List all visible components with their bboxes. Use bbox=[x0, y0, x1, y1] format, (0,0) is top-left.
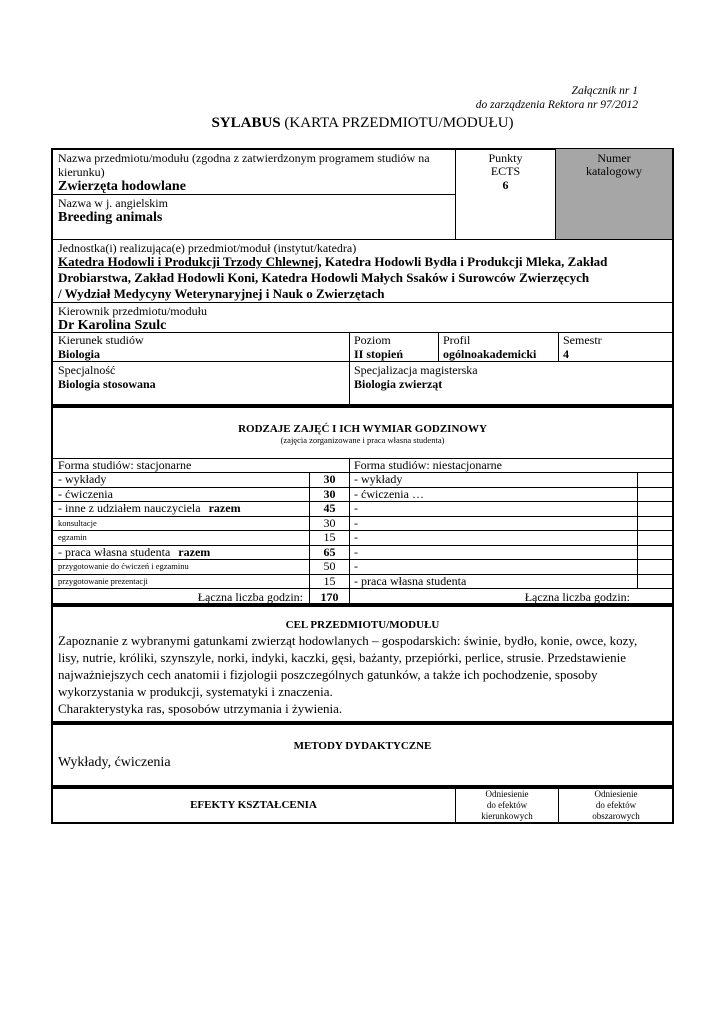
goal-line: lisy, nutrie, króliki, szynszyle, norki, indyki, kaczki, gęsi, bażanty, przepiórki, perlice, strusie. Przedstawienie bbox=[58, 650, 626, 665]
field-value: Biologia bbox=[58, 347, 101, 361]
semester-value: 4 bbox=[563, 347, 569, 361]
decree-note: do zarządzenia Rektora nr 97/2012 bbox=[475, 99, 638, 111]
hours-row-label bbox=[58, 487, 113, 501]
catalog-label-2: katalogowy bbox=[586, 164, 642, 178]
unit-line-1 bbox=[58, 254, 607, 270]
hours-row-nonstationary: - bbox=[354, 530, 358, 544]
effects-ref-obszarowe bbox=[559, 789, 673, 822]
hours-row-label bbox=[58, 561, 189, 571]
effects-title: EFEKTY KSZTAŁCENIA bbox=[190, 799, 317, 811]
ects-value: 6 bbox=[502, 178, 509, 192]
hours-row-nonstationary: - bbox=[354, 515, 358, 530]
hours-row-nonstationary: - bbox=[354, 501, 358, 515]
goal-line: wykorzystania w produkcji, systematyki i znaczenia. bbox=[58, 684, 333, 699]
effects-ref-kierunkowe bbox=[456, 789, 558, 822]
effects-ref-line: obszarowych bbox=[592, 811, 640, 821]
profile-value: ogólnoakademicki bbox=[443, 347, 537, 361]
hours-row-label-text: przygotowanie prezentacji bbox=[58, 575, 148, 586]
subject-name-label: Nazwa przedmiotu/modułu (zgodna z zatwierdzonym programem studiów na kierunku) bbox=[58, 151, 430, 179]
hours-row-value: 15 bbox=[323, 530, 336, 544]
hours-title: RODZAJE ZAJĘĆ I ICH WYMIAR GODZINOWY bbox=[238, 423, 487, 435]
hours-row-nonstationary: - ćwiczenia … bbox=[354, 486, 424, 501]
hours-row-nonstationary: - wykłady bbox=[354, 472, 403, 486]
catalog-label-1: Numer bbox=[597, 151, 631, 165]
hours-row-value: 15 bbox=[323, 573, 336, 588]
methods-title: METODY DYDAKTYCZNE bbox=[293, 740, 432, 752]
hours-row-label-text: - wykłady bbox=[58, 472, 107, 486]
effects-ref-line: Odniesienie bbox=[594, 789, 638, 799]
hours-row-label-text: egzamin bbox=[58, 532, 87, 542]
goal-line: najważniejszych cech anatomii i fizjologii poszczególnych gatunków, a także ich pochodzenie, sposoby bbox=[58, 667, 598, 682]
total-label: Łączna liczba godzin: bbox=[197, 590, 303, 604]
hours-subtitle: (zajęcia zorganizowane i praca własna studenta) bbox=[280, 435, 445, 445]
goal-line: Charakterystyka ras, sposobów utrzymania i żywienia. bbox=[58, 701, 343, 716]
head-name: Dr Karolina Szulc bbox=[58, 318, 167, 333]
effects-ref-line: do efektów bbox=[486, 800, 528, 810]
hours-row-label bbox=[58, 518, 97, 528]
unit-label: Jednostka(i) realizująca(e) przedmiot/moduł (instytut/katedra) bbox=[58, 241, 357, 255]
methods-text: Wykłady, ćwiczenia bbox=[58, 755, 171, 770]
master-spec-value: Biologia zwierząt bbox=[354, 377, 443, 391]
nonstationary-label: Forma studiów: niestacjonarne bbox=[354, 458, 502, 472]
hours-row-value: 50 bbox=[323, 559, 336, 573]
total-label-right: Łączna liczba godzin: bbox=[524, 590, 630, 604]
english-name-label: Nazwa w j. angielskim bbox=[58, 196, 168, 210]
level-value: II stopień bbox=[354, 347, 404, 361]
head-label: Kierownik przedmiotu/modułu bbox=[58, 304, 207, 318]
semester-label: Semestr bbox=[563, 333, 602, 347]
hours-row-label-text: - praca własna studenta bbox=[58, 544, 171, 559]
hours-row-label-text: przygotowanie do ćwiczeń i egzaminu bbox=[58, 561, 189, 571]
hours-row-value: 45 bbox=[323, 501, 336, 515]
ects-label-2: ECTS bbox=[490, 164, 521, 178]
effects-ref-line: do efektów bbox=[595, 800, 637, 810]
goal-line: Zapoznanie z wybranymi gatunkami zwierząt hodowlanych – gospodarskich: świnie, bydło, konie, owce, kozy, bbox=[58, 633, 638, 648]
hours-row-label-text: - inne z udziałem nauczyciela bbox=[58, 501, 201, 515]
ects-label-1: Punkty bbox=[488, 151, 523, 165]
effects-ref-line: Odniesienie bbox=[485, 789, 529, 799]
unit-line-1-rest: , Katedra Hodowli Bydła i Produkcji Mleka, Zakład bbox=[318, 254, 608, 269]
hours-row-nonstationary: - praca własna studenta bbox=[354, 573, 467, 588]
goal-title: CEL PRZEDMIOTU/MODUŁU bbox=[285, 619, 440, 631]
hours-row-value: 30 bbox=[323, 472, 336, 486]
title-rest: (KARTA PRZEDMIOTU/MODUŁU) bbox=[280, 115, 514, 131]
title-bold: SYLABUS bbox=[211, 115, 281, 131]
hours-row-value: 30 bbox=[323, 486, 336, 501]
unit-main-department: Katedra Hodowli i Produkcji Trzody Chlewnej bbox=[58, 254, 319, 269]
master-spec-label: Specjalizacja magisterska bbox=[354, 363, 478, 377]
english-name: Breeding animals bbox=[58, 210, 163, 225]
hours-row-total-tag: razem bbox=[178, 544, 211, 559]
hours-row-label bbox=[58, 576, 148, 586]
page-title bbox=[0, 115, 725, 132]
stationary-label: Forma studiów: stacjonarne bbox=[58, 458, 192, 472]
hours-row-label bbox=[58, 472, 106, 486]
specialty-value: Biologia stosowana bbox=[58, 377, 156, 391]
effects-ref-line: kierunkowych bbox=[481, 811, 533, 821]
unit-line-3: / Wydział Medycyny Weterynaryjnej i Nauk o Zwierzętach bbox=[58, 286, 385, 301]
hours-row-label-text: - ćwiczenia bbox=[58, 486, 113, 501]
level-label: Poziom bbox=[354, 333, 391, 347]
hours-row-value: 30 bbox=[323, 515, 336, 530]
field-label: Kierunek studiów bbox=[58, 333, 144, 347]
hours-row-nonstationary: - bbox=[354, 544, 358, 559]
subject-name: Zwierzęta hodowlane bbox=[58, 179, 186, 194]
hours-row-label bbox=[58, 545, 210, 559]
hours-row-label bbox=[58, 532, 87, 542]
goal-text bbox=[58, 632, 667, 717]
attachment-note: Załącznik nr 1 bbox=[571, 85, 638, 97]
hours-row-label bbox=[58, 501, 241, 515]
hours-row-total-tag: razem bbox=[208, 501, 241, 515]
hours-row-label-text: konsultacje bbox=[58, 517, 97, 528]
specialty-label: Specjalność bbox=[58, 363, 116, 377]
hours-row-nonstationary: - bbox=[354, 559, 358, 573]
unit-line-2: Drobiarstwa, Zakład Hodowli Koni, Katedra Hodowli Małych Ssaków i Surowców Zwierzęcych bbox=[58, 270, 590, 285]
profile-label: Profil bbox=[443, 333, 471, 347]
hours-row-value: 65 bbox=[323, 544, 336, 559]
total-value: 170 bbox=[320, 590, 339, 604]
